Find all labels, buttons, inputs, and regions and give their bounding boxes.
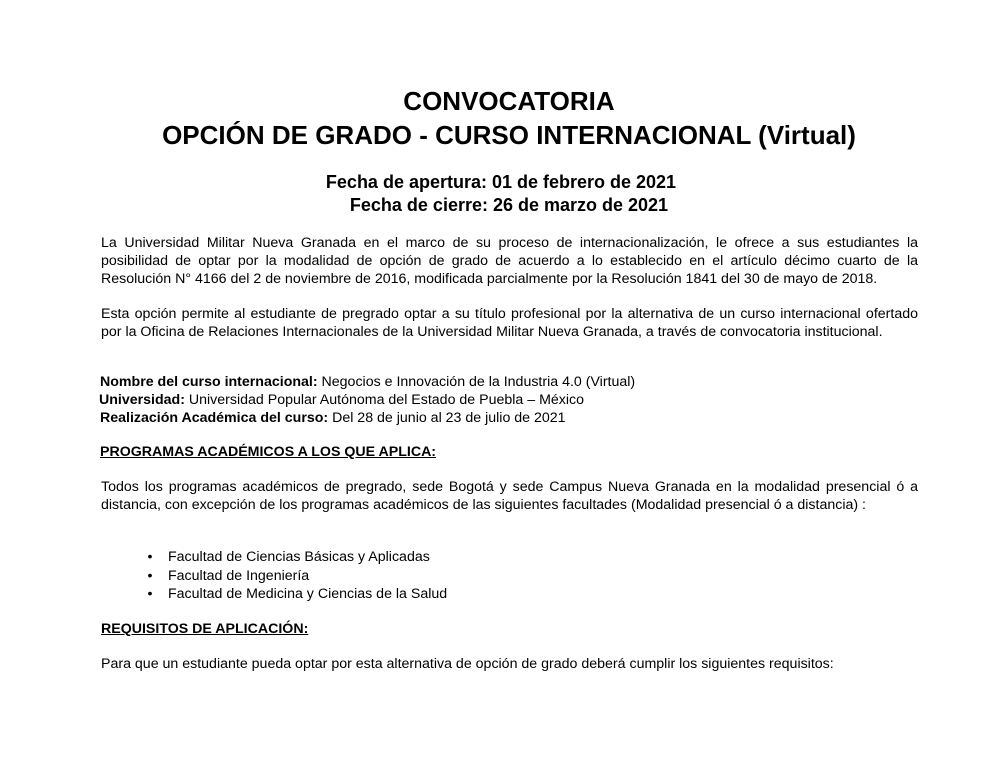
programs-description: Todos los programas académicos de pregrado, sede Bogotá y sede Campus Nueva Granada en la modalidad presencial ó a distancia, con excepción de los programas académicos de las siguientes facultades (Modalidad presencial ó a distancia) : [101, 479, 918, 513]
intro-paragraph: La Universidad Militar Nueva Granada en el marco de su proceso de internacionalización, le ofrece a sus estudiantes la posibilidad de optar por la modalidad de opción de grado de acuerdo a lo establecido en el artículo décimo cuarto de la Resolución N° 4166 del 2 de noviembre de 2016, modificada parcialmente por la Resolución 1841 del 30 de mayo de 2018. [101, 235, 918, 287]
programs-heading: PROGRAMAS ACADÉMICOS A LOS QUE APLICA: [100, 444, 437, 460]
document-title: CONVOCATORIA [403, 86, 615, 116]
faculty-name: Facultad de Ingeniería [168, 567, 310, 584]
course-name-value: Negocios e Innovación de la Industria 4.0 (Virtual) [317, 374, 636, 390]
faculty-name: Facultad de Ciencias Básicas y Aplicadas [168, 549, 430, 565]
course-schedule-line [100, 409, 566, 427]
course-schedule-label: Realización Académica del curso: [100, 410, 329, 426]
bullet-icon: • [147, 586, 153, 602]
description-paragraph: Esta opción permite al estudiante de pregrado optar a su título profesional por la alternativa de un curso internacional ofertado por la Oficina de Relaciones Internacionales de la Universidad Militar Nueva Granada, a través de convocatoria institucional. [101, 306, 918, 340]
university-line [99, 391, 584, 409]
opening-date: Fecha de apertura: 01 de febrero de 2021 [325, 172, 677, 192]
university-label: Universidad: [99, 392, 185, 408]
document-subtitle: OPCIÓN DE GRADO - CURSO INTERNACIONAL (Virtual) [162, 120, 856, 150]
faculty-name: Facultad de Medicina y Ciencias de la Salud [168, 586, 448, 602]
bullet-icon: • [147, 549, 153, 565]
closing-date: Fecha de cierre: 26 de marzo de 2021 [349, 195, 669, 215]
course-name-label: Nombre del curso internacional: [100, 374, 318, 390]
bullet-icon: • [147, 567, 153, 584]
requirements-heading: REQUISITOS DE APLICACIÓN: [101, 621, 309, 637]
university-value: Universidad Popular Autónoma del Estado de Puebla – México [184, 392, 585, 408]
course-schedule-value: Del 28 de junio al 23 de julio de 2021 [328, 410, 566, 426]
course-name-line [100, 373, 635, 391]
requirements-intro: Para que un estudiante pueda optar por esta alternativa de opción de grado deberá cumplir los siguientes requisitos: [101, 656, 834, 672]
